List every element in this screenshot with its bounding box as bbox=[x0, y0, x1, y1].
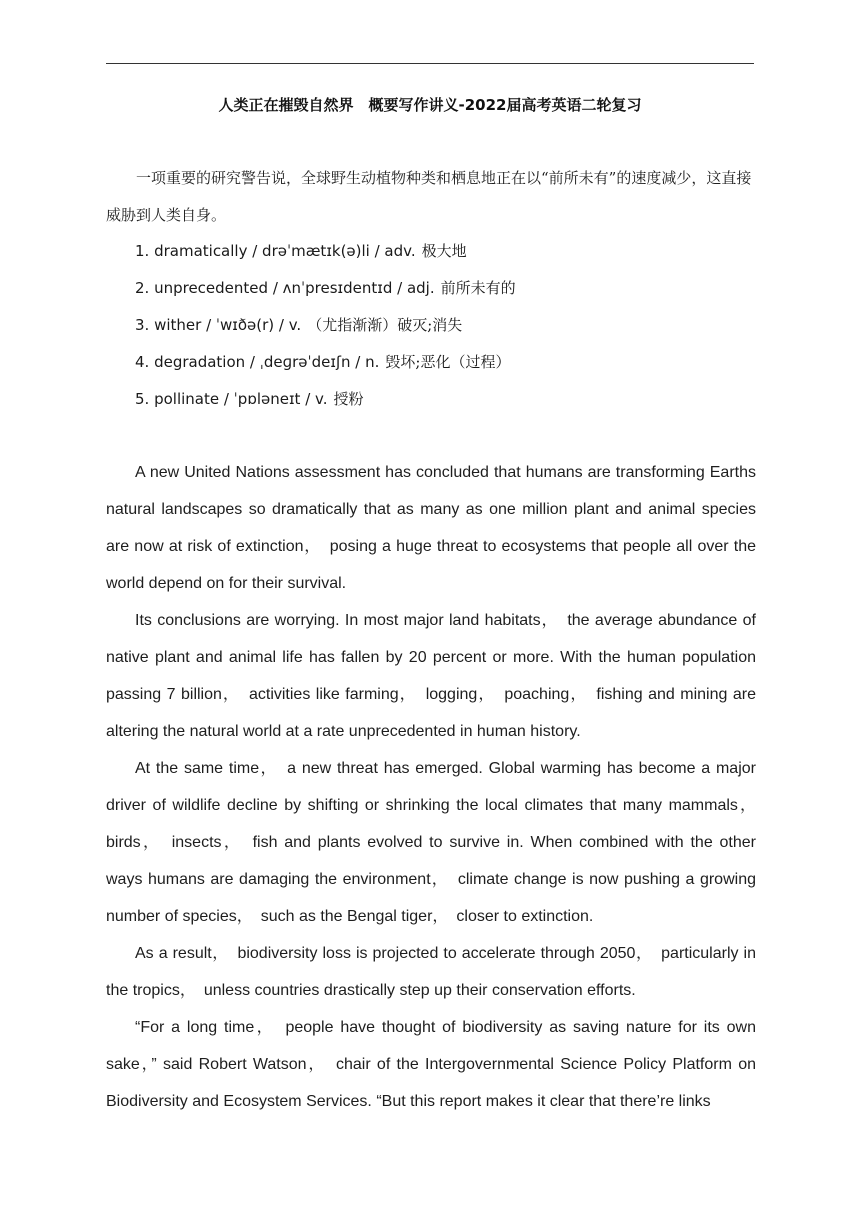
vocab-item bbox=[135, 307, 775, 344]
header-rule bbox=[106, 63, 754, 64]
vocab-item bbox=[135, 233, 775, 270]
vocab-item bbox=[135, 381, 775, 418]
article-paragraph: At the same time， a new threat has emerged. Global warming has become a major driver of wildlife decline by shifting or shrinking the local climates that many mammals，birds， insects， fish and plants evolved to survive in. When combined with the other ways humans are damaging the environment， climate change is now pushing a growing number of species， such as the Bengal tiger， closer to extinction. bbox=[106, 760, 756, 925]
article-body bbox=[106, 454, 756, 1120]
intro-section bbox=[106, 160, 756, 234]
vocab-meaning: （尤指渐渐）破灭;消失 bbox=[307, 316, 463, 334]
article-paragraph: “For a long time， people have thought of biodiversity as saving nature for its own sake，” said Robert Watson， chair of the Intergovernmental Science Policy Platform on Biodiversity and Ecosystem Services. “But this report makes it clear that there’re links bbox=[106, 1019, 756, 1110]
vocabulary-list bbox=[135, 233, 775, 418]
document-title: 人类正在摧毁自然界 概要写作讲义-2022届高考英语二轮复习 bbox=[218, 96, 642, 114]
vocab-meaning: 授粉 bbox=[333, 390, 364, 408]
vocab-term: 4. degradation / ˌdeɡrəˈdeɪʃn / n. bbox=[135, 353, 380, 371]
vocab-term: 3. wither / ˈwɪðə(r) / v. bbox=[135, 316, 302, 334]
vocab-term: 1. dramatically / drəˈmætɪk(ə)li / adv. bbox=[135, 242, 416, 260]
vocab-term: 5. pollinate / ˈpɒləneɪt / v. bbox=[135, 390, 328, 408]
vocab-meaning: 前所未有的 bbox=[440, 279, 516, 297]
vocab-item bbox=[135, 344, 775, 381]
article-paragraph: Its conclusions are worrying. In most major land habitats， the average abundance of native plant and animal life has fallen by 20 percent or more. With the human population passing 7 billion， activities like farming， logging， poaching， fishing and mining are altering the natural world at a rate unprecedented in human history. bbox=[106, 612, 756, 740]
vocab-meaning: 毁坏;恶化（过程） bbox=[385, 353, 511, 371]
vocab-term: 2. unprecedented / ʌnˈpresɪdentɪd / adj. bbox=[135, 279, 435, 297]
intro-paragraph: 一项重要的研究警告说，全球野生动植物种类和栖息地正在以“前所未有”的速度减少，这直接威胁到人类自身。 bbox=[106, 169, 752, 224]
article-paragraph: A new United Nations assessment has concluded that humans are transforming Earths natural landscapes so dramatically that as many as one million plant and animal species are now at risk of extinction， posing a huge threat to ecosystems that people all over the world depend on for their survival. bbox=[106, 464, 756, 592]
vocab-meaning: 极大地 bbox=[421, 242, 467, 260]
article-paragraph: As a result， biodiversity loss is projected to accelerate through 2050， particularly in the tropics， unless countries drastically step up their conservation efforts. bbox=[106, 945, 756, 999]
vocab-item bbox=[135, 270, 775, 307]
